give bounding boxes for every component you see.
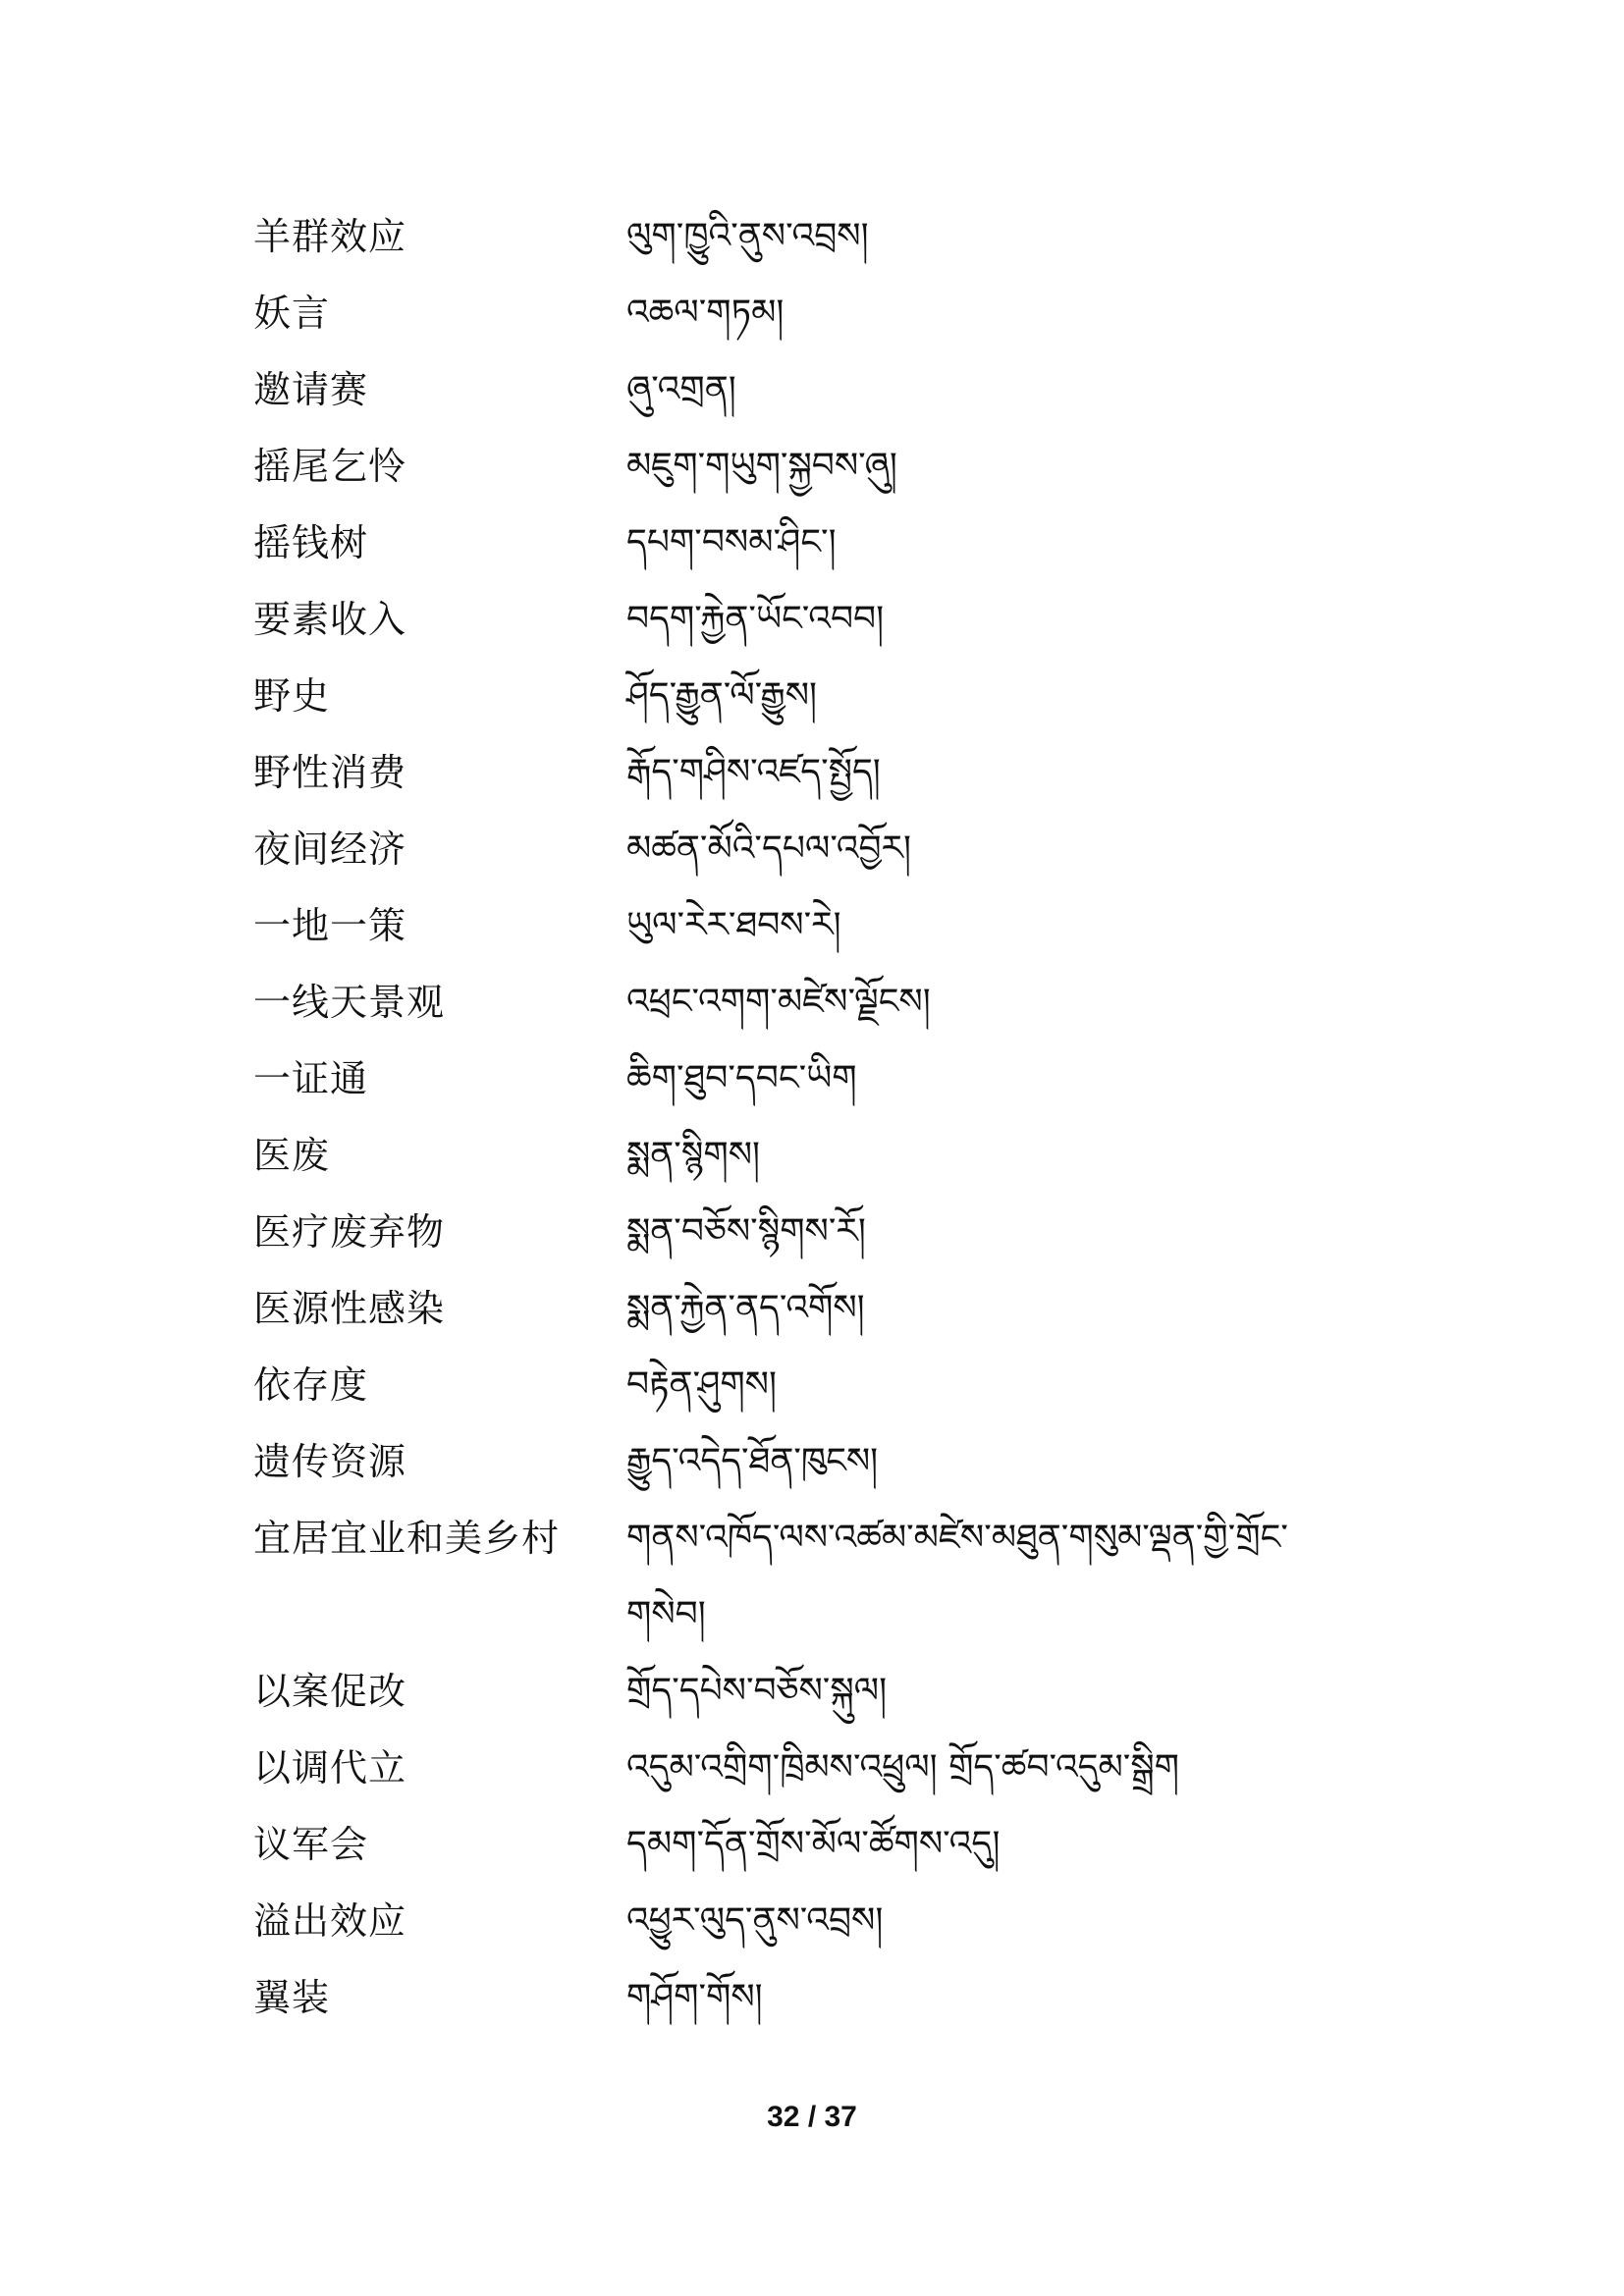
tibetan-term: སྨན་སྙིགས།: [626, 1135, 761, 1175]
tibetan-term: འཕྱུར་ལུད་ནུས་འབྲས།: [626, 1900, 884, 1941]
chinese-term: 一线天景观: [253, 981, 446, 1024]
tibetan-term: ཡུལ་རེར་ཐབས་རེ།: [626, 905, 841, 945]
tibetan-term: གཤོག་གོས།: [626, 1977, 763, 2017]
glossary-entry: [253, 1663, 1382, 1739]
tibetan-term: སྨན་བཅོས་སྙིགས་རོ།: [626, 1211, 866, 1252]
glossary-entry: [253, 974, 1382, 1050]
chinese-term: 以案促改: [253, 1670, 407, 1713]
glossary-entry: [253, 285, 1382, 361]
glossary-entry: [253, 1280, 1382, 1357]
chinese-term: 妖言: [253, 292, 331, 335]
chinese-term: 医疗废弃物: [253, 1210, 446, 1254]
glossary-list: [253, 208, 1382, 2046]
glossary-entry: [253, 897, 1382, 974]
chinese-term: 遗传资源: [253, 1440, 407, 1483]
tibetan-term: ཞུ་འགྲན།: [626, 369, 736, 409]
glossary-entry: [253, 1816, 1382, 1893]
tibetan-term: ཤོད་རྒྱུན་ལོ་རྒྱུས།: [626, 675, 818, 716]
chinese-term: 以调代立: [253, 1746, 407, 1789]
tibetan-term: འདུམ་འགྲིག་ཁྲིམས་འཕྲུལ། གྲོད་ཚབ་འདུམ་སྒྲིག: [626, 1747, 1179, 1788]
tibetan-term: འཆལ་གཏམ།: [626, 293, 785, 333]
glossary-entry: [253, 361, 1382, 438]
tibetan-term: དམག་དོན་གྲོས་མོལ་ཚོགས་འདུ།: [626, 1824, 1001, 1864]
chinese-term: 依存度: [253, 1363, 369, 1407]
glossary-entry: [253, 514, 1382, 591]
chinese-term: 医废: [253, 1134, 331, 1177]
tibetan-term: གྲོད་དཔེས་བཅོས་སྐུལ།: [626, 1671, 888, 1711]
glossary-entry: [253, 1357, 1382, 1433]
glossary-entry: [253, 744, 1382, 821]
chinese-term: 翼装: [253, 1976, 331, 2019]
glossary-entry: [253, 438, 1382, 514]
chinese-term: 溢出效应: [253, 1899, 407, 1943]
chinese-term: 摇钱树: [253, 521, 369, 564]
tibetan-term: ལུག་ཁྱུའི་ནུས་འབྲས།: [626, 216, 869, 256]
chinese-term: 一地一策: [253, 904, 407, 947]
tibetan-term: གནས་འཁོད་ལས་འཚམ་མཛེས་མཐུན་གསུམ་ལྡན་གྱི་གྲོང་གསེབ།: [626, 1518, 1288, 1634]
chinese-term: 议军会: [253, 1823, 369, 1866]
glossary-entry: [253, 1510, 1382, 1663]
tibetan-term: མཚན་མོའི་དཔལ་འབྱོར།: [626, 828, 911, 869]
chinese-term: 一证通: [253, 1057, 369, 1100]
chinese-term: 医源性感染: [253, 1287, 446, 1330]
tibetan-term: སྨན་རྐྱེན་ནད་འགོས།: [626, 1288, 865, 1328]
tibetan-term: འཕྲང་འགག་མཛེས་ལྗོངས།: [626, 982, 931, 1022]
tibetan-term: དཔག་བསམ་ཤིང་།: [626, 522, 837, 562]
glossary-entry: [253, 1433, 1382, 1510]
glossary-entry: [253, 591, 1382, 667]
glossary-entry: [253, 1969, 1382, 2046]
chinese-term: 邀请赛: [253, 368, 369, 411]
chinese-term: 夜间经济: [253, 828, 407, 871]
tibetan-term: ཆིག་ཐུབ་དབང་ཡིག: [626, 1058, 857, 1098]
chinese-term: 羊群效应: [253, 215, 407, 258]
chinese-term: 野性消费: [253, 751, 407, 794]
glossary-entry: [253, 1739, 1382, 1816]
glossary-entry: [253, 208, 1382, 285]
glossary-entry: [253, 1127, 1382, 1203]
glossary-entry: [253, 1050, 1382, 1127]
page-number: 32 / 37: [767, 2101, 857, 2133]
glossary-entry: [253, 1893, 1382, 1969]
chinese-term: 野史: [253, 674, 331, 718]
tibetan-term: བརྟེན་ཤུགས།: [626, 1364, 777, 1405]
tibetan-term: བདག་རྐྱེན་ཡོང་འབབ།: [626, 599, 885, 639]
chinese-term: 宜居宜业和美乡村: [253, 1517, 561, 1560]
tibetan-term: རྒྱུད་འདེད་ཐོན་ཁུངས།: [626, 1441, 879, 1481]
tibetan-term: རྒོད་གཤིས་འཛད་སྤྱོད།: [626, 752, 881, 792]
tibetan-term: མཇུག་གཡུག་སྐྱབས་ཞུ།: [626, 446, 897, 486]
glossary-entry: [253, 1203, 1382, 1280]
chinese-term: 要素收入: [253, 598, 407, 641]
glossary-entry: [253, 667, 1382, 744]
chinese-term: 摇尾乞怜: [253, 445, 407, 488]
glossary-entry: [253, 821, 1382, 897]
